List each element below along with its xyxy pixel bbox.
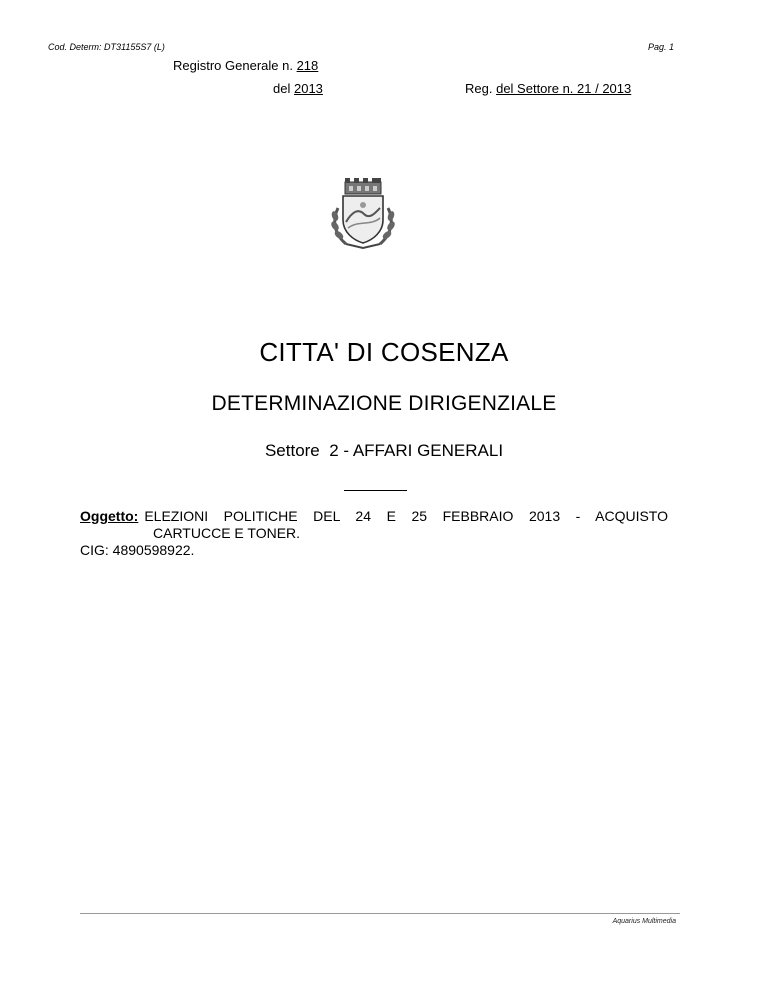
register-year [273, 81, 323, 96]
city-title: CITTA' DI COSENZA [259, 337, 509, 367]
document-code: Cod. Determ: DT31155S7 (L) [48, 42, 165, 52]
subject-block [80, 508, 668, 559]
sector-register [465, 81, 631, 96]
footer-credit: Aquarius Multimedia [612, 918, 676, 925]
sector-title: Settore 2 - AFFARI GENERALI [264, 441, 504, 460]
sector-register-value: del Settore n. 21 / 2013 [496, 81, 632, 96]
document-type-title: DETERMINAZIONE DIRIGENZIALE [211, 392, 557, 415]
subject-line-1 [80, 508, 668, 525]
sector-register-prefix: Reg. [465, 81, 493, 96]
general-register-number: 218 [296, 58, 319, 73]
subject-text-1: ELEZIONI POLITICHE DEL 24 E 25 FEBBRAIO 2013 - ACQUISTO [144, 508, 668, 524]
coat-of-arms-icon [328, 178, 398, 250]
register-year-value: 2013 [293, 81, 323, 96]
separator-line [344, 490, 407, 491]
footer-divider [80, 913, 680, 914]
general-register [173, 58, 318, 73]
page-number: Pag. 1 [648, 42, 675, 52]
subject-cig: CIG: 4890598922. [80, 542, 195, 558]
subject-label: Oggetto: [80, 508, 139, 524]
register-year-label: del [273, 81, 291, 96]
general-register-label: Registro Generale n. [173, 58, 293, 73]
subject-line-2: CARTUCCE E TONER. [153, 525, 301, 541]
